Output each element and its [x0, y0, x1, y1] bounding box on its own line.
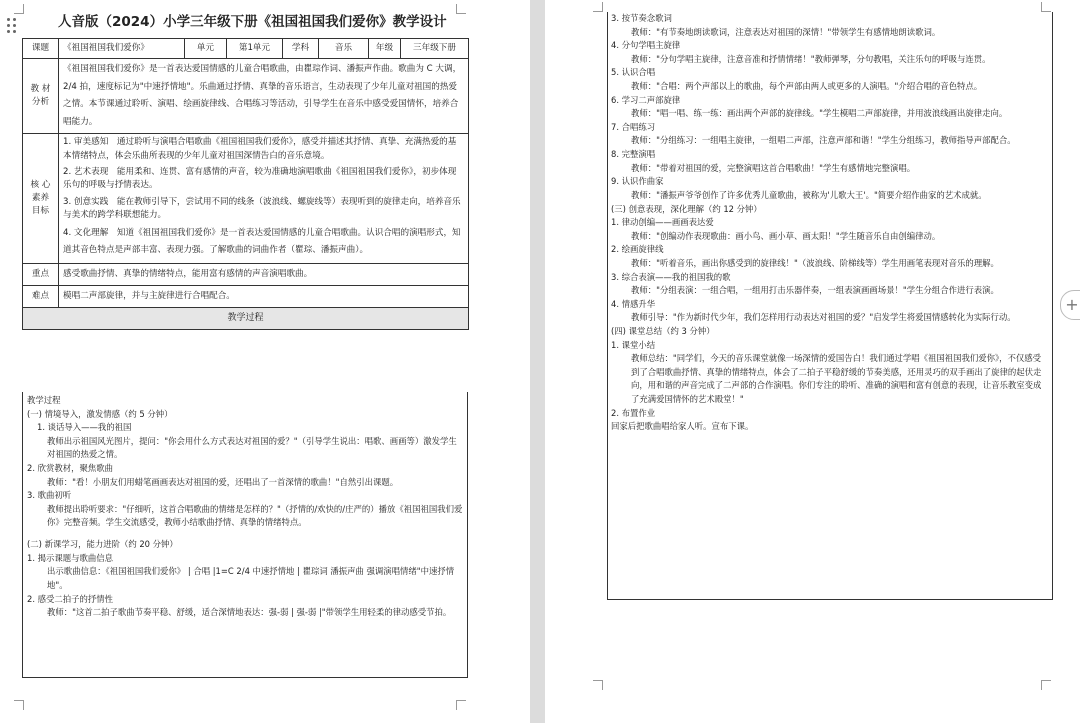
teaching-process-right	[607, 12, 1053, 600]
teaching-process-left	[22, 392, 468, 678]
page-corner-mark	[593, 2, 603, 12]
process-line: (四) 课堂总结（约 3 分钟）	[611, 326, 715, 337]
page-corner-mark	[593, 680, 603, 690]
process-line: (二) 新课学习，能力进阶（约 20 分钟）	[27, 539, 178, 550]
add-button[interactable]	[1060, 290, 1080, 320]
process-line: 教师提出聆听要求："仔细听，这首合唱歌曲的情绪是怎样的？"（抒情的/欢快的/庄严的）播放《祖国祖国我们爱你》完整音频。学生交流感受，教师小结歌曲抒情、真挚的情绪特点。	[47, 503, 463, 528]
page-corner-mark	[1041, 680, 1051, 690]
process-line: 教师："潘振声爷爷创作了许多优秀儿童歌曲，被称为'儿歌大王'。"简要介绍作曲家的艺术成就。	[631, 189, 987, 200]
process-line: 教师："分组表演：一组合唱，一组用打击乐器伴奏，一组表演画画场景！"学生分组合作进行表演。	[631, 285, 999, 296]
process-line: 1. 揭示课题与歌曲信息	[27, 552, 114, 563]
key-text: 感受歌曲抒情、真挚的情绪特点，能用富有感情的声音演唱歌曲。	[59, 263, 469, 285]
grade-value: 三年级下册	[401, 39, 469, 59]
process-line: 教师："有节奏地朗读歌词，注意表达对祖国的深情！"带领学生有感情地朗读歌词。	[631, 26, 941, 37]
unit-value: 第1单元	[227, 39, 283, 59]
process-line: 教师："唱一唱、练一练：画出两个声部的旋律线。"学生模唱二声部旋律，并用波浪线画出旋律走向。	[631, 108, 1008, 119]
grade-label: 年级	[369, 39, 401, 59]
process-line: 1. 课堂小结	[611, 339, 656, 350]
process-header: 教学过程	[23, 307, 469, 329]
process-line: 教师："合唱：两个声部以上的歌曲，每个声部由两人或更多的人演唱。"介绍合唱的音色特点。	[631, 81, 983, 92]
process-line: 9. 认识作曲家	[611, 176, 664, 187]
process-line: 教师："这首二拍子歌曲节奏平稳、舒缓，适合深情地表达：强-弱 | 强-弱 |"带领学生用轻柔的律动感受节拍。	[47, 607, 452, 618]
process-line: 1. 谈话导入——我的祖国	[37, 422, 132, 433]
process-line: 教师："带着对祖国的爱，完整演唱这首合唱歌曲！"学生有感情地完整演唱。	[631, 162, 916, 173]
difficulty-text: 模唱二声部旋律，并与主旋律进行合唱配合。	[59, 285, 469, 307]
process-line: (一) 情境导入，激发情感（约 5 分钟）	[27, 408, 173, 419]
process-line: 出示歌曲信息：《祖国祖国我们爱你》 | 合唱 |1=C 2/4 中速抒情地 | 瞿琮词 潘振声曲 强调演唱情绪"中速抒情地"。	[47, 566, 455, 590]
page-corner-mark	[456, 700, 466, 710]
page-left	[0, 0, 530, 723]
process-line: 4. 情感升华	[611, 298, 656, 309]
objective-item: 3. 创意实践 能在教师引导下，尝试用不同的线条（波浪线、螺旋线等）表现听到的旋律走向，培养音乐与美术的跨学科联想能力。	[63, 196, 461, 220]
process-line: 7. 合唱练习	[611, 121, 656, 132]
objectives-cell	[59, 134, 469, 264]
page-corner-mark	[14, 4, 24, 14]
difficulty-label: 难点	[23, 285, 59, 307]
objective-item: 1. 审美感知 通过聆听与演唱合唱歌曲《祖国祖国我们爱你》，感受并描述其抒情、真挚、充满热爱的基本情绪特点，体会乐曲所表现的少年儿童对祖国深情告白的音乐意境。	[63, 137, 457, 161]
objective-item: 4. 文化理解 知道《祖国祖国我们爱你》是一首表达爱国情感的儿童合唱歌曲。认识合唱的演唱形式，知道其音色特点是声部丰富、表现力强。了解歌曲的词曲作者（瞿琮、潘振声曲）。	[63, 228, 461, 255]
document-title: 人音版（2024）小学三年级下册《祖国祖国我们爱你》教学设计	[58, 14, 447, 30]
lesson-info-table	[22, 38, 469, 330]
literacy-label: 核 心 素养 目标	[23, 134, 59, 264]
process-line: 教学过程	[27, 395, 61, 405]
process-line: 教师出示祖国风光图片，提问："你会用什么方式表达对祖国的爱？"（引导学生说出：唱歌、画画等）激发学生对祖国的热爱之情。	[47, 435, 457, 460]
process-line: 教师："听着音乐，画出你感受到的旋律线！"（波浪线、阶梯线等）学生用画笔表现对音乐的理解。	[631, 257, 999, 268]
page-gap	[530, 0, 545, 723]
process-line: 3. 综合表演——我的祖国我的歌	[611, 271, 731, 282]
process-line: 教师："创编动作表现歌曲：画小鸟、画小草、画太阳！"学生随音乐自由创编律动。	[631, 230, 941, 241]
analysis-text: 《祖国祖国我们爱你》是一首表达爱国情感的儿童合唱歌曲，由瞿琮作词、潘振声作曲。歌曲为 C 大调，2/4 拍，速度标记为"中速抒情地"。乐曲通过抒情、真挚的音乐语言，生动表现了少年儿童对祖国的热爱之情。本节课通过聆听、演唱、绘画旋律线、合唱练习等活动，引导学生在音乐中感受爱国情怀，培养合唱能力。	[59, 59, 469, 134]
process-line: (三) 创意表现，深化理解（约 12 分钟）	[611, 203, 762, 214]
process-line: 教师："分句学唱主旋律，注意音准和抒情情绪！"教师弹琴，分句教唱，关注乐句的呼吸与连贯。	[631, 53, 991, 64]
process-line: 4. 分句学唱主旋律	[611, 40, 681, 51]
unit-label: 单元	[185, 39, 227, 59]
course-label: 课题	[23, 39, 59, 59]
analysis-label: 教 材 分析	[23, 59, 59, 134]
page-corner-mark	[14, 700, 24, 710]
process-line: 教师引导："作为新时代少年，我们怎样用行动表达对祖国的爱？"启发学生将爱国情感转化为实际行动。	[631, 312, 1016, 323]
process-line: 2. 感受二拍子的抒情性	[27, 593, 114, 604]
process-line	[27, 530, 463, 538]
objective-item: 2. 艺术表现 能用柔和、连贯、富有感情的声音，较为准确地演唱歌曲《祖国祖国我们爱你》，初步体现乐句的呼吸与抒情表达。	[63, 167, 457, 191]
process-line: 教师："分组练习：一组唱主旋律，一组唱二声部，注意声部和谐！"学生分组练习，教师指导声部配合。	[631, 135, 1016, 146]
process-line: 回家后把歌曲唱给家人听。宣布下课。	[611, 421, 754, 432]
key-label: 重点	[23, 263, 59, 285]
page-right	[545, 0, 1080, 723]
page-corner-mark	[1041, 2, 1051, 12]
course-value: 《祖国祖国我们爱你》	[59, 39, 185, 59]
process-line: 教师总结："同学们，今天的音乐课堂就像一场深情的爱国告白！我们通过学唱《祖国祖国我们爱你》，不仅感受到了合唱歌曲抒情、真挚的情绪特点，体会了二拍子平稳舒缓的节奏美感，还用灵巧的双手画出了旋律的起伏走向，用和谐的声音完成了二声部的合作演唱。你们专注的聆听、准确的演唱和富有创意的表现，让音乐教室变成了充满爱国情怀的艺术殿堂！"	[631, 353, 1042, 405]
process-line: 2. 布置作业	[611, 407, 656, 418]
process-line: 教师："看！小朋友们用蜡笔画画表达对祖国的爱，还唱出了一首深情的歌曲！"自然引出课题。	[47, 476, 399, 487]
process-line: 1. 律动创编——画画表达爱	[611, 217, 714, 228]
process-line: 2. 欣赏教材，聚焦歌曲	[27, 463, 114, 474]
drag-handle-icon[interactable]	[7, 18, 17, 34]
plus-icon: +	[1065, 295, 1079, 314]
process-line: 8. 完整演唱	[611, 149, 656, 160]
process-line: 5. 认识合唱	[611, 67, 656, 78]
process-line: 2. 绘画旋律线	[611, 244, 664, 255]
subject-label: 学科	[283, 39, 319, 59]
process-line: 6. 学习二声部旋律	[611, 94, 681, 105]
process-line: 3. 按节奏念歌词	[611, 13, 672, 23]
subject-value: 音乐	[319, 39, 369, 59]
process-line: 3. 歌曲初听	[27, 490, 72, 501]
